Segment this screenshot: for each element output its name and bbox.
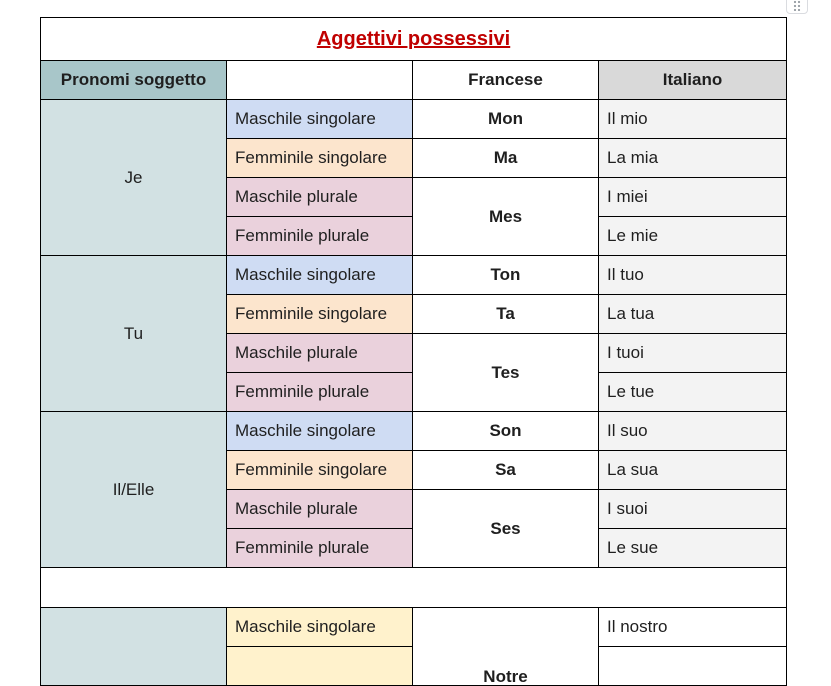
pronoun-cell [41,608,227,686]
header-francese: Francese [413,61,599,100]
french-cell: Sa [413,451,599,490]
french-cell: Ta [413,295,599,334]
pronoun-cell: Il/Elle [41,412,227,568]
form-cell: Femminile singolare [227,295,413,334]
italian-cell: Le sue [599,529,787,568]
form-cell: Maschile singolare [227,100,413,139]
spacer-row [41,568,787,608]
italian-cell: I tuoi [599,334,787,373]
form-cell: Maschile plurale [227,334,413,373]
italian-cell: Il nostro [599,608,787,647]
table-row [41,100,787,139]
italian-cell: Le mie [599,217,787,256]
pronoun-cell: Tu [41,256,227,412]
italian-cell [599,647,787,686]
french-cell: Ma [413,139,599,178]
french-cell [413,608,599,686]
form-cell: Maschile plurale [227,490,413,529]
french-cell: Son [413,412,599,451]
italian-cell: Il tuo [599,256,787,295]
form-cell: Maschile plurale [227,178,413,217]
italian-cell: La mia [599,139,787,178]
italian-cell: La sua [599,451,787,490]
table-row [41,412,787,451]
form-cell: Maschile singolare [227,412,413,451]
form-cell: Maschile singolare [227,256,413,295]
form-cell: Femminile plurale [227,373,413,412]
french-cell: Tes [413,334,599,412]
possessive-adjectives-table [40,17,787,686]
italian-cell: Le tue [599,373,787,412]
french-text: Notre [483,667,528,686]
french-cell: Ses [413,490,599,568]
pronoun-cell: Je [41,100,227,256]
table-row [41,256,787,295]
italian-cell: I miei [599,178,787,217]
drag-dots-icon [793,0,801,11]
header-italiano: Italiano [599,61,787,100]
header-blank [227,61,413,100]
table-title-cell [41,18,787,61]
table-title: Aggettivi possessivi [316,27,511,50]
french-cell: Ton [413,256,599,295]
header-pronomi-soggetto: Pronomi soggetto [41,61,227,100]
title-row [41,18,787,61]
table-drag-handle[interactable] [786,0,808,14]
italian-cell: La tua [599,295,787,334]
spacer-cell [41,568,787,608]
italian-cell: Il suo [599,412,787,451]
form-cell: Femminile singolare [227,139,413,178]
french-cell: Mes [413,178,599,256]
form-cell: Femminile singolare [227,451,413,490]
form-cell: Femminile plurale [227,529,413,568]
table-row [41,608,787,647]
french-cell: Mon [413,100,599,139]
italian-cell: Il mio [599,100,787,139]
header-row [41,61,787,100]
italian-cell: I suoi [599,490,787,529]
form-cell: Maschile singolare [227,608,413,647]
form-cell: Femminile plurale [227,217,413,256]
form-cell [227,647,413,686]
